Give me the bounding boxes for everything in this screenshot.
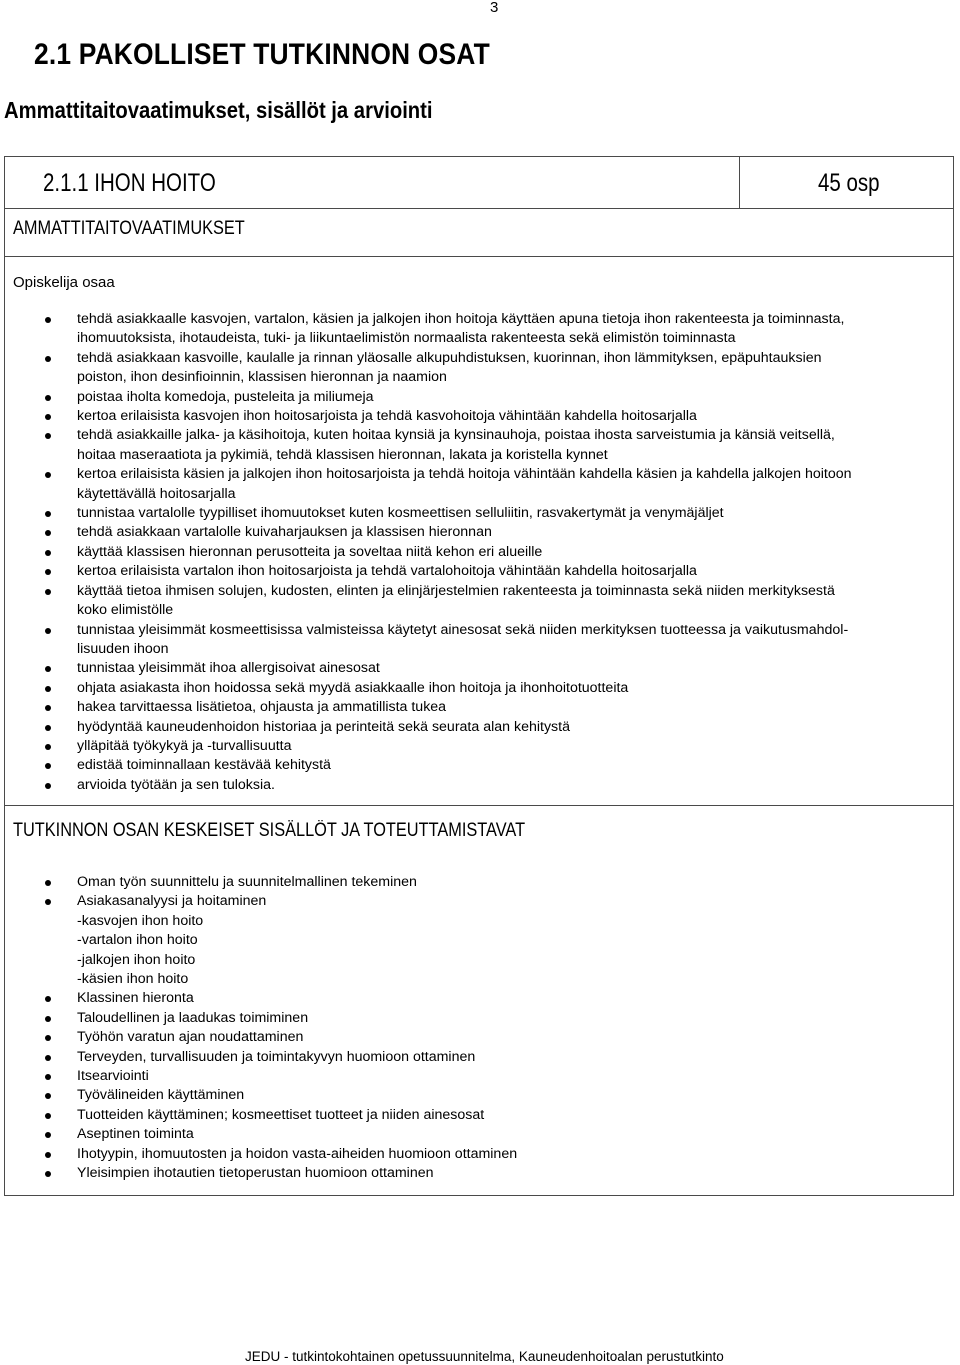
bullet-icon [45, 686, 51, 692]
bullet-icon [45, 1016, 51, 1022]
list-item [77, 465, 947, 504]
list-item [77, 426, 947, 465]
list-item-text: Itsearviointi [77, 1068, 149, 1085]
divider [4, 256, 954, 257]
page-number: 3 [490, 0, 499, 16]
unit-title-cell [5, 157, 740, 208]
list-item-text: tehdä asiakkaan kasvoille, kaulalle ja rinnan yläosalle alkupuhdistuksen, kuorinnan, ihon lämmityksen, epäpuhtauksien [77, 349, 822, 366]
list-item [77, 679, 947, 698]
bullet-icon [45, 783, 51, 789]
list-item-text: tunnistaa yleisimmät kosmeettisissa valmisteissa käytetyt ainesosat sekä niiden merkityksen tuotteessa ja vaikutusmahdol- [77, 621, 849, 638]
list-item-text: arvioida työtään ja sen tuloksia. [77, 776, 275, 793]
bullet-icon [45, 880, 51, 886]
list-item-text: käytettävällä hoitosarjalla [77, 485, 236, 502]
list-item-text: Terveyden, turvallisuuden ja toimintakyvyn huomioon ottaminen [77, 1048, 476, 1065]
list-item [77, 1048, 947, 1067]
list-item-text: -vartalon ihon hoito [77, 932, 198, 949]
bullet-icon [45, 414, 51, 420]
list-item [77, 1067, 947, 1086]
list-item-text: koko elimistölle [77, 602, 174, 619]
list-item [77, 1086, 947, 1105]
list-item-text: tehdä asiakkaille jalka- ja käsihoitoja, kuten hoitaa kynsiä ja kynsinauhoja, poistaa ihosta sarveistumia ja känsiä veitsellä, [77, 427, 835, 444]
list-item [77, 873, 947, 892]
list-item-text: poiston, ihon desinfioinnin, klassisen hieronnan ja naamion [77, 369, 447, 386]
list-item [77, 892, 947, 989]
list-item-text: Työhön varatun ajan noudattaminen [77, 1029, 304, 1046]
bullet-icon [45, 317, 51, 323]
list-item-text: Oman työn suunnittelu ja suunnitelmallinen tekeminen [77, 874, 417, 890]
list-item [77, 1009, 947, 1028]
list-item [77, 1125, 947, 1144]
list-item [77, 698, 947, 717]
footer: JEDU - tutkintokohtainen opetussuunnitelma, Kauneudenhoitoalan perustutkinto [245, 1349, 724, 1364]
divider [4, 805, 954, 806]
list-item [77, 388, 947, 407]
list-item-text: Ihotyypin, ihomuutosten ja hoidon vasta-aiheiden huomioon ottaminen [77, 1145, 518, 1162]
section-subtitle: Ammattitaitovaatimukset, sisällöt ja arviointi [4, 97, 433, 123]
unit-credits: 45 osp [818, 169, 880, 197]
list-item-text: Yleisimpien ihotautien tietoperustan huomioon ottaminen [77, 1165, 434, 1182]
list-item-text: ylläpitää työkykyä ja -turvallisuutta [77, 737, 292, 754]
contents-heading: TUTKINNON OSAN KESKEISET SISÄLLÖT JA TOTEUTTAMISTAVAT [13, 820, 526, 841]
unit-header-row [5, 157, 953, 209]
section-title: 2.1 PAKOLLISET TUTKINNON OSAT [34, 38, 490, 71]
list-item [77, 756, 947, 775]
list-item-text: lisuuden ihoon [77, 640, 169, 657]
list-item-text: kertoa erilaisista kasvojen ihon hoitosarjoista ja tehdä kasvohoitoja vähintään kahdella hoitosarjalla [77, 408, 697, 425]
list-item-text: Tuotteiden käyttäminen; kosmeettiset tuotteet ja niiden ainesosat [77, 1106, 485, 1123]
list-item-text: -jalkojen ihon hoito [77, 951, 196, 968]
list-item [77, 718, 947, 737]
list-item [77, 562, 947, 581]
bullet-icon [45, 395, 51, 401]
list-item [77, 582, 947, 621]
requirements-heading: AMMATTITAITOVAATIMUKSET [13, 218, 245, 239]
list-item [77, 737, 947, 756]
list-item-text: Asiakasanalyysi ja hoitaminen [77, 893, 267, 910]
bullet-icon [45, 628, 51, 634]
list-item [77, 659, 947, 678]
list-item [77, 349, 947, 388]
list-item-text: käyttää klassisen hieronnan perusotteita ja soveltaa niitä kehon eri alueille [77, 543, 543, 560]
list-item [77, 1164, 947, 1183]
list-item-text: hyödyntää kauneudenhoidon historiaa ja perinteitä sekä seurata alan kehitystä [77, 718, 570, 735]
list-item-text: tunnistaa yleisimmät ihoa allergisoivat ainesosat [77, 660, 380, 677]
list-item [77, 310, 947, 349]
list-item-text: tehdä asiakkaalle kasvojen, vartalon, käsien ja jalkojen ihon hoitoja käyttäen apuna tietoja ihon rakenteesta ja toiminnasta, [77, 311, 845, 327]
list-item [77, 1145, 947, 1164]
list-item [77, 989, 947, 1008]
bullet-icon [45, 550, 51, 556]
bullet-icon [45, 1113, 51, 1119]
unit-title: 2.1.1 IHON HOITO [43, 169, 216, 197]
list-item-text: poistaa iholta komedoja, pusteleita ja miliumeja [77, 388, 374, 405]
list-item [77, 1028, 947, 1047]
list-item-text: -käsien ihon hoito [77, 971, 189, 988]
list-item-text: tehdä asiakkaan vartalolle kuivaharjauksen ja klassisen hieronnan [77, 524, 492, 541]
list-item-text: hoitaa maseraatiota ja pykimiä, tehdä klassisen hieronnan, lakata ja koristella kynnet [77, 446, 608, 463]
bullet-icon [45, 744, 51, 750]
list-item [77, 504, 947, 523]
list-item-text: edistää toiminnallaan kestävää kehitystä [77, 757, 331, 774]
bullet-icon [45, 356, 51, 362]
list-item [77, 621, 947, 660]
list-item-text: -kasvojen ihon hoito [77, 912, 204, 929]
list-item-text: kertoa erilaisista käsien ja jalkojen ihon hoitosarjoista ja tehdä hoitoja vähintään kahdella käsien ja kahdella jalkojen hoitoon [77, 466, 852, 483]
bullet-icon [45, 589, 51, 595]
list-item-text: Työvälineiden käyttäminen [77, 1087, 245, 1104]
list-item-text: kertoa erilaisista vartalon ihon hoitosarjoista ja tehdä vartalohoitoja vähintään kahdella hoitosarjalla [77, 563, 697, 580]
list-item-text: Klassinen hieronta [77, 990, 194, 1007]
list-item-text: ohjata asiakasta ihon hoidossa sekä myydä asiakkaalle ihon hoitoja ja ihonhoitotuotteita [77, 679, 629, 696]
list-item-text: ihomuutoksista, ihotaudeista, tuki- ja liikuntaelimistön normaalista rakenteesta sekä elimistön toiminnasta [77, 330, 736, 347]
list-item [77, 776, 947, 795]
list-item [77, 407, 947, 426]
requirements-intro: Opiskelija osaa [13, 274, 115, 291]
bullet-icon [45, 725, 51, 731]
list-item [77, 523, 947, 542]
list-item [77, 543, 947, 562]
list-item-text: käyttää tietoa ihmisen solujen, kudosten, elinten ja elinjärjestelmien rakenteesta ja toiminnasta sekä niiden merkityksestä [77, 582, 835, 599]
list-item-text: Aseptinen toiminta [77, 1126, 194, 1143]
bullet-icon [45, 1055, 51, 1061]
list-item-text: hakea tarvittaessa lisätietoa, ohjausta ja ammatillista tukea [77, 699, 447, 716]
list-item [77, 1106, 947, 1125]
bullet-icon [45, 1152, 51, 1158]
requirements-list [77, 310, 947, 795]
list-item-text: tunnistaa vartalolle tyypilliset ihomuutokset kuten kosmeettisen selluliitin, rasvakertymät ja venymäjäljet [77, 505, 724, 522]
list-item-text: Taloudellinen ja laadukas toimiminen [77, 1009, 309, 1026]
contents-list [77, 873, 947, 1184]
